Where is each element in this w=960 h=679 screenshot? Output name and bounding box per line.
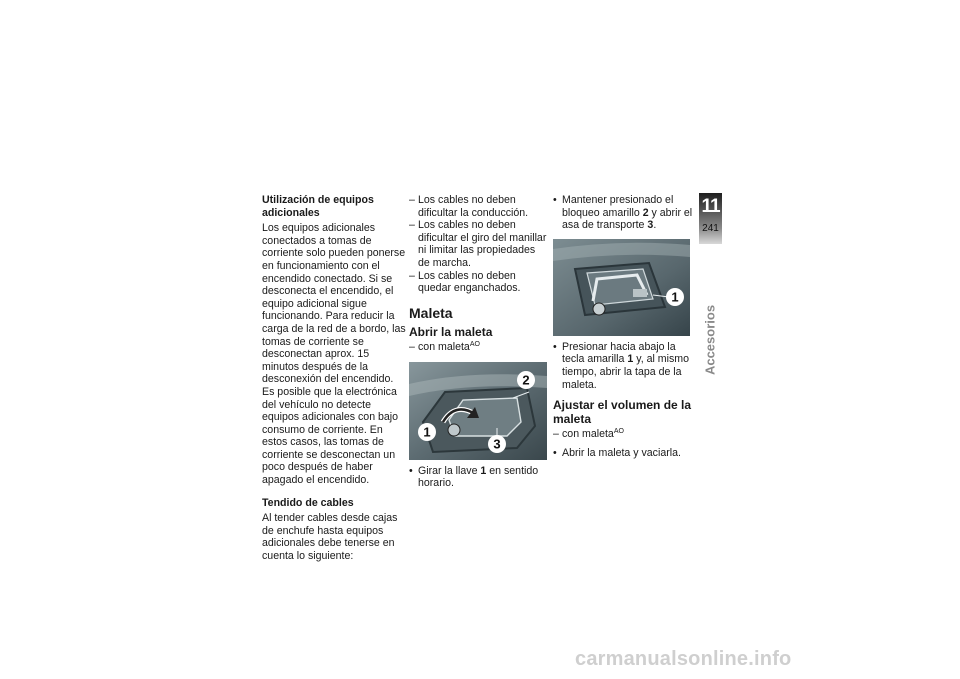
dash-item-3: – Los cables no deben quedar enganchados. xyxy=(409,270,547,295)
bullet-turn-key-a: Girar la llave xyxy=(418,464,481,477)
heading-cable-routing: Tendido de cables xyxy=(262,496,354,509)
callout-3 xyxy=(488,435,506,453)
callout-2-label: 2 xyxy=(522,372,530,388)
bullet-hold-lock-ref3: 3 xyxy=(647,219,654,232)
bullet-press-key-a: Presionar hacia abajo la tecla amarilla xyxy=(562,340,676,366)
column-1 xyxy=(262,194,408,573)
bullet-hold-lock-e: . xyxy=(653,219,657,232)
callout-1-label: 1 xyxy=(671,289,679,305)
callout-3-label: 3 xyxy=(493,436,501,452)
subheading-adjust-volume: Ajustar el volumen de la maleta xyxy=(553,398,692,426)
paragraph-cable-routing: Al tender cables desde cajas de enchufe hasta equipos adicionales debe tenerse en cuenta lo siguiente: xyxy=(262,512,398,563)
bullet-turn-key xyxy=(409,465,547,490)
photo-case-handle-illustration xyxy=(553,239,690,336)
column-2 xyxy=(409,194,547,490)
dash-item-1: – Los cables no deben dificultar la conducción. xyxy=(409,194,547,219)
bullet-empty-case: • Abrir la maleta y vaciarla. xyxy=(553,447,693,460)
condition-text: con maleta xyxy=(562,428,614,441)
bullet-hold-lock-c: y abrir el asa de transporte xyxy=(562,206,693,232)
heading-additional-equipment: Utilización de equipos adicionales xyxy=(262,194,374,219)
chapter-tab xyxy=(699,193,722,244)
photo-case-handle xyxy=(553,239,690,336)
condition-line xyxy=(409,341,547,354)
chapter-label-vertical xyxy=(700,304,720,376)
photo-case-lock xyxy=(409,362,547,460)
callout-1 xyxy=(666,288,684,306)
section-title-case: Maleta xyxy=(409,304,453,321)
bullet-turn-key-ref: 1 xyxy=(480,464,487,477)
column-3 xyxy=(553,194,693,459)
page-number: 241 xyxy=(702,223,719,234)
condition-sup: AO xyxy=(469,341,480,349)
watermark: carmanualsonline.info xyxy=(575,648,792,670)
photo-case-lock-illustration xyxy=(409,362,547,460)
bullet-press-key-ref: 1 xyxy=(627,353,634,366)
condition-line xyxy=(553,428,693,441)
bullet-hold-lock xyxy=(553,194,693,232)
bullet-press-key-c: y, al mismo tiempo, abrir la tapa de la maleta. xyxy=(562,353,689,391)
condition-sup: AO xyxy=(613,428,624,436)
condition-text: con maleta xyxy=(418,341,470,354)
bullet-hold-lock-a: Mantener presionado el bloqueo amarillo xyxy=(562,194,674,219)
callout-1-label: 1 xyxy=(423,424,431,440)
bullet-turn-key-c: en sentido horario. xyxy=(418,464,539,490)
paragraph-additional-equipment: Los equipos adicionales conectados a tomas de corriente solo pueden ponerse en funcionamiento con el encendido conectado. Si se desconecta el encendido, el equipo adicional sigue funcionando. Para reducir la carga de la red de a bordo, las tomas de corriente se desconectan aprox. 15 minutos después de la desconexión del encendido. Es posible que la electrónica del vehículo no detecte equipos adicionales con bajo consumo de corriente. En estos casos, las tomas de corriente se desconectan un poco después de haber apagado el encendido. xyxy=(262,222,406,487)
chapter-number: 11 xyxy=(701,196,720,217)
callout-2 xyxy=(517,371,535,389)
bullet-hold-lock-ref2: 2 xyxy=(642,206,649,219)
bullet-press-key xyxy=(553,341,693,391)
callout-1 xyxy=(418,423,436,441)
chapter-label: Accesorios xyxy=(702,304,718,376)
dash-item-2: – Los cables no deben dificultar el giro del manillar ni limitar las propiedades de marcha. xyxy=(409,219,547,269)
subheading-open-case: Abrir la maleta xyxy=(409,324,493,339)
